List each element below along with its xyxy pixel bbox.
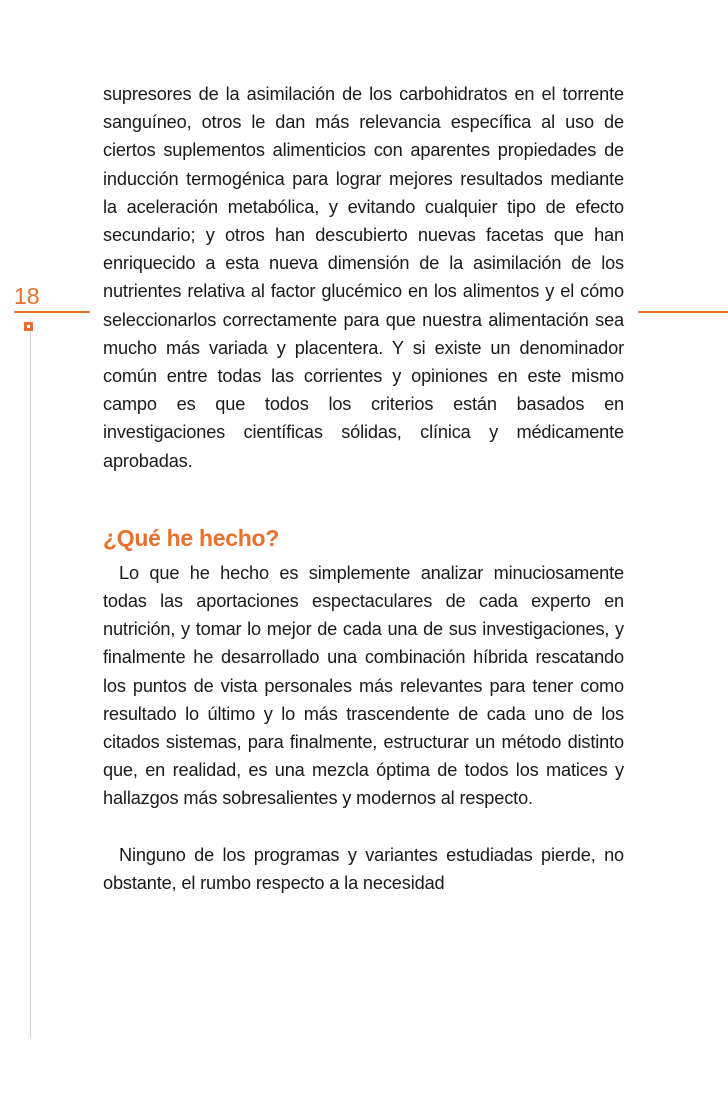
- square-marker-icon: [24, 322, 33, 331]
- section-heading: ¿Qué he hecho?: [103, 524, 279, 551]
- section-paragraph-2: Ninguno de los programas y variantes estudiadas pierde, no obstante, el rumbo respecto a la necesidad: [103, 844, 624, 893]
- page-number-rule-left: [14, 311, 90, 313]
- intro-paragraph: supresores de la asimilación de los carbohidratos en el torrente sanguíneo, otros le dan más relevancia específica al uso de ciertos suplementos alimenticios con aparentes propiedades de inducción termogénica para lograr mejores resultados mediante la aceleración metabólica, y evitando cualquier tipo de efecto secundario; y otros han descubierto nuevas facetas que han enriquecido a esta nueva dimensión de la asimilación de los nutrientes relativa al factor glucémico en los alimentos y el cómo seleccionarlos correctamente para que nuestra alimentación sea mucho más variada y placentera. Y si existe un denominador común entre todas las corrientes y opiniones en este mismo campo es que todos los criterios están basados en investigaciones científicas sólidas, clínica y médicamente aprobadas.: [103, 84, 624, 471]
- page-number: 18: [14, 283, 40, 309]
- page-number-rule-right: [638, 311, 728, 313]
- section-paragraph-1: Lo que he hecho es simplemente analizar minuciosamente todas las aportaciones espectaculares de cada experto en nutrición, y tomar lo mejor de cada una de sus investigaciones, y finalmente he desarrollado una combinación híbrida rescatando los puntos de vista personales más relevantes para tener como resultado lo último y lo más trascendente de cada uno de los citados sistemas, para finalmente, estructurar un método distinto que, en realidad, es una mezcla óptima de todos los matices y hallazgos más sobresalientes y modernos al respecto.: [103, 562, 624, 809]
- margin-rule: [30, 318, 31, 1038]
- text-column: [103, 80, 624, 897]
